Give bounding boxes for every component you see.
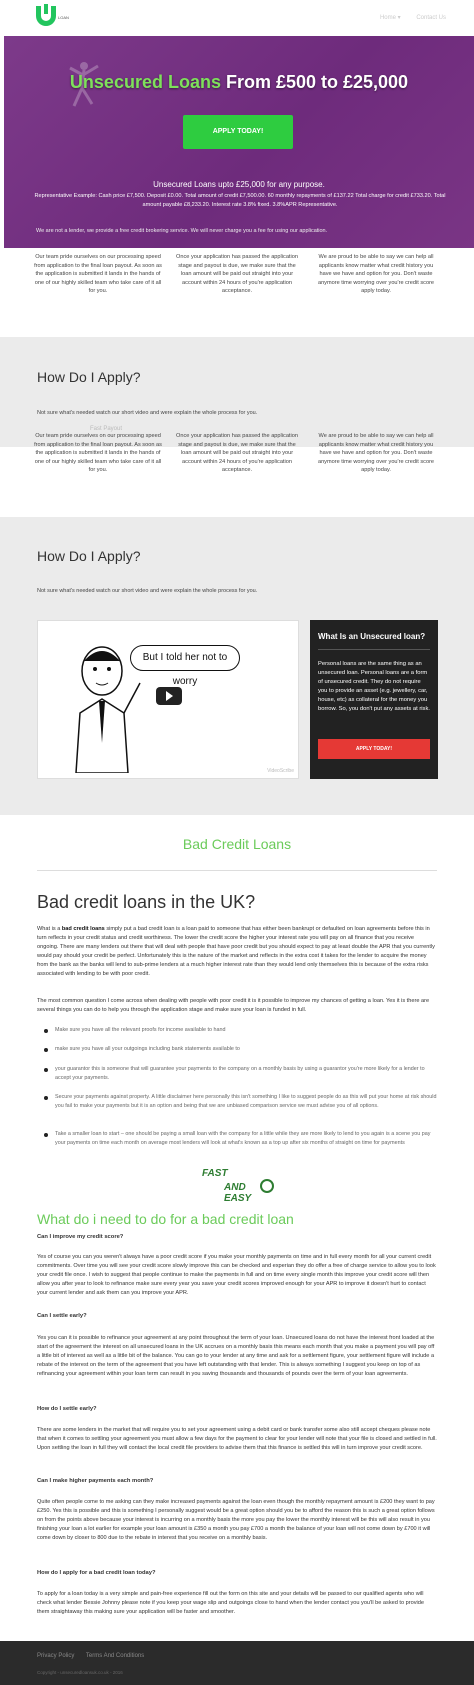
info-apply-button[interactable]: APPLY TODAY! (318, 739, 430, 759)
explainer-video[interactable] (37, 620, 299, 779)
video-watermark: VideoScribe (267, 768, 294, 774)
fast-and-easy-logo (202, 1168, 274, 1204)
faq-answer-improve: Yes of course you can you weren't always have a poor credit score if you make your monthly payments on time and in full every month for all your current credit commitments. Over time you will see your credit score slowly improve this can be checked and experian they do offer a free of charge service to allow you to look your credit file once. I wish to suggest that people continue to make the payments in full and on time every single month this improve your credit score will then allow you after year to look to refinance make sure every year you save your credit scores improved enough for your APR to improve it doesn't hurt to contact your current lender and ask them can you improve your APR. (37, 1254, 436, 1296)
footer-copyright: Copyright - unsecuredloansuk.co.uk - 2016 (37, 1670, 123, 1675)
intro-lead: What is a (37, 926, 62, 932)
footer-link-terms[interactable]: Terms And Conditions (85, 1653, 145, 1659)
feature-all-credit: We are proud to be able to say we can help all applicants know matter what credit history you have we have and option for you. Don't waste anymore time worrying over you're credit score apply today. (317, 254, 435, 294)
feature-fast-processing: Our team pride ourselves on our processing speed from application to the final loan payout. As soon as the application is submitted it lands in the hands of one of our highly skilled team who take care of it all for you. (34, 254, 162, 294)
features-row-2 (34, 426, 440, 475)
what-to-do-heading: What do i need to do for a bad credit loan (37, 1211, 294, 1227)
faq-answer-higher-payments: Quite often people come to me asking can they make increased payments against the loan even though the monthly repayment amount is £200 they want to pay £250. Yes this is possible and this is something I personally suggest would be a great option should you be to afford the reason this is such a great option follows on from the points above because your interest is incurring on a monthly basis the more you pay the lower the monthly interest will be this will also result in you finishing your loan a lot earlier for example your loan amount is £350 a month you pay £700 a month the balance of your loan will not come down by £700 it will come down by closer to 800 due to the rebate in interest that you receive on a monthly basis. (37, 1499, 435, 1541)
feature-fast-processing-2: Our team pride ourselves on our processing speed from application to the final loan payout. As soon as the application is submitted it lands in the hands of one of our highly skilled team who take care of it all for you. (34, 433, 162, 473)
clock-icon (260, 1179, 274, 1193)
faq-question-how-settle: How do I settle early? (37, 1406, 97, 1412)
not-lender-notice: We are not a lender, we provide a free credit brokering service. We will never charge you a fee for using our application. (36, 228, 328, 234)
bad-credit-intro (37, 925, 437, 979)
logo-mark (36, 6, 56, 26)
bad-credit-heading: Bad credit loans in the UK? (37, 892, 256, 912)
tip-bullet-5: Take a smaller loan to start – one should be paying a small loan with the company for a little while they are more likely to lend to you again is a scene you pay your payments on time each month on average most lenders will look at what's known as a top up after six months of straight on time for payments (55, 1130, 437, 1148)
tip-bullet-4: Secure your payments against property. A little disclaimer here personally this isn't something I like to suggest people do as this will put your home at risk should you fail to make your payments but it is an option and being that we are unbiased comparison service we must advise you of all options. (55, 1094, 437, 1109)
nav-link-home[interactable]: Home ▾ (379, 15, 401, 21)
play-icon[interactable] (156, 687, 182, 705)
footer-link-privacy[interactable]: Privacy Policy (37, 1653, 75, 1659)
faq-answer-settle-early: Yes you can it is possible to refinance your agreement at any point throughout the term of your loan. Unsecured loans do not have the interest front loaded at the start of the agreement the interest on all unsecured loans in the UK accrues on a monthly basis this means each month that you make a payment you will pay off a little bit of interest as well as a little bit of the balance. You can go to your lender at any time and ask for a settlement figure, your settlement figure will include a rebate of the interest on the term of the agreement that you have left outstanding with that lender. This is always something I suggest you keep on top of as refinancing your agreement within your loan term can result in you saving thousands and thousands of pounds over the term of your loan agreements. (37, 1335, 435, 1377)
how-apply-desc-2: Not sure what's needed watch our short video and were explain the whole process for you. (37, 588, 258, 594)
feature-all-credit-2: We are proud to be able to say we can help all applicants know matter what credit history you have we have and option for you. Don't waste anymore time worrying over you're credit score apply today. (317, 433, 435, 473)
info-card-body: Personal loans are the same thing as an unsecured loan. Personal loans are a form of unsecured credit. They do not require you to provide an asset (e.g. jewellery, car, house, etc) as collateral for the money you borrow. So, you don't put any assets at risk. (318, 661, 430, 712)
common-question-paragraph: The most common question I come across when dealing with people with poor credit it is it possible to improve my chances of getting a loan. Yes it is there are several things you can do to help you through the application stage and make sure your loan is funded in full. (37, 998, 430, 1013)
easy-text: AND EASY (224, 1182, 252, 1204)
ghost-heading: Fast Payout (90, 426, 123, 432)
hero-title-white: From £500 to £25,000 (220, 72, 409, 92)
faq-question-higher-payments: Can I make higher payments each month? (37, 1478, 154, 1484)
faq-answer-how-settle: There are some lenders in the market that will require you to set your agreement using a debit card or bank transfer some also still accept cheques please note that when it comes to settling your agreement you must allow a few days for the payment to clear for your lender will note that your file is closed and settled in full. Upon settling the loan in full they will contact the local credit file providers to advise them that this finance is settled this will in turn improve your credit score. (37, 1427, 437, 1451)
fast-text: FAST (202, 1168, 228, 1179)
hero-subtitle: Unsecured Loans upto £25,000 for any purpose. (153, 180, 325, 189)
tip-bullet-1: Make sure you have all the relevant proofs for income available to hand (55, 1026, 437, 1035)
info-card-title: What Is an Unsecured loan? (318, 632, 426, 641)
hero-title (4, 72, 474, 93)
representative-example: Representative Example: Cash price £7,500. Deposit £0.00. Total amount of credit £7,500.00. 60 monthly repayments of £137.22 Total charge for credit £733.20. Total amount payable £8,233.20. Interest rate 3.8% fixed. 3.8%APR Representative. (34, 193, 446, 208)
tip-bullet-2: make sure you have all your outgoings including bank statements available to (55, 1045, 437, 1054)
faq-question-settle-early: Can I settle early? (37, 1313, 87, 1319)
tip-bullet-3: your guarantor this is someone that will guarantee your payments to the company on a monthly basis by using a guarantor you're more likely for a lender to accept your payments. (55, 1065, 437, 1083)
feature-fast-payout-2: Once your application has passed the application stage and payout is due, we make sure that the loan amount will be paid out straight into your account within 24 hours of you're application acceptance. (176, 433, 298, 473)
info-card-divider (318, 649, 430, 650)
hero-title-green: Unsecured Loans (69, 72, 221, 92)
faq-question-improve: Can I improve my credit score? (37, 1234, 124, 1240)
intro-bold-link[interactable]: bad credit loans (61, 926, 105, 932)
logo-word: LOAN (58, 15, 69, 20)
how-apply-title: How Do I Apply? (37, 369, 141, 385)
how-apply-band-1 (0, 337, 474, 447)
unsecured-info-card (310, 620, 438, 779)
features-row-1 (34, 253, 440, 296)
how-apply-title-2: How Do I Apply? (37, 548, 141, 564)
nav-links (366, 14, 446, 21)
intro-rest: simply put a bad credit loan is a loan paid to someone that has either been bankrupt or defaulted on loan agreements before this in turn reflects in your credit status and credit worthiness. The lower the credit score the higher your interest rate you will pay on all finance that you receive ongoing. There are many lenders out there that will deal with people that have poor credit but you should expect to pay at least double the APR that you currently would pay should your credit be perfect. Unfortunately this is the nature of the market and reflects in the extra cost it takes for the lender to acquire the money from the bank as the banks will lend to sub-prime lenders at a much higher interest rate than they would lend only themselves this is because of the extra risks associated with lending to be with poor credit. (37, 926, 435, 977)
hero-banner (4, 36, 474, 248)
site-footer (0, 1641, 474, 1685)
top-nav (0, 0, 474, 36)
section-divider (37, 870, 437, 871)
speech-bubble: But I told her not to worry (130, 645, 240, 671)
how-apply-desc: Not sure what's needed watch our short video and were explain the whole process for you. (37, 410, 258, 416)
bad-credit-section-title: Bad Credit Loans (182, 836, 292, 852)
faq-answer-apply-today: To apply for a loan today is a very simple and pain-free experience fill out the form on this site and your details will be passed to our qualified agents who will check what lender Bessie Johnny please note if you keep your wage slip and outgoings close to hand when the lender contact you you'll be asked to provide them straightaway this making sure your application will be faster and smoother. (37, 1591, 424, 1615)
feature-fast-payout: Once your application has passed the application stage and payout is due, we make sure that the loan amount will be paid out straight into your account within 24 hours of you're application acceptance. (176, 254, 298, 294)
nav-link-contact[interactable]: Contact Us (416, 15, 446, 21)
how-apply-band-2 (0, 517, 474, 815)
faq-question-apply-today: How do I apply for a bad credit loan today? (37, 1570, 156, 1576)
footer-links (37, 1653, 154, 1659)
apply-today-button[interactable]: APPLY TODAY! (183, 115, 293, 149)
site-logo[interactable] (36, 4, 76, 30)
